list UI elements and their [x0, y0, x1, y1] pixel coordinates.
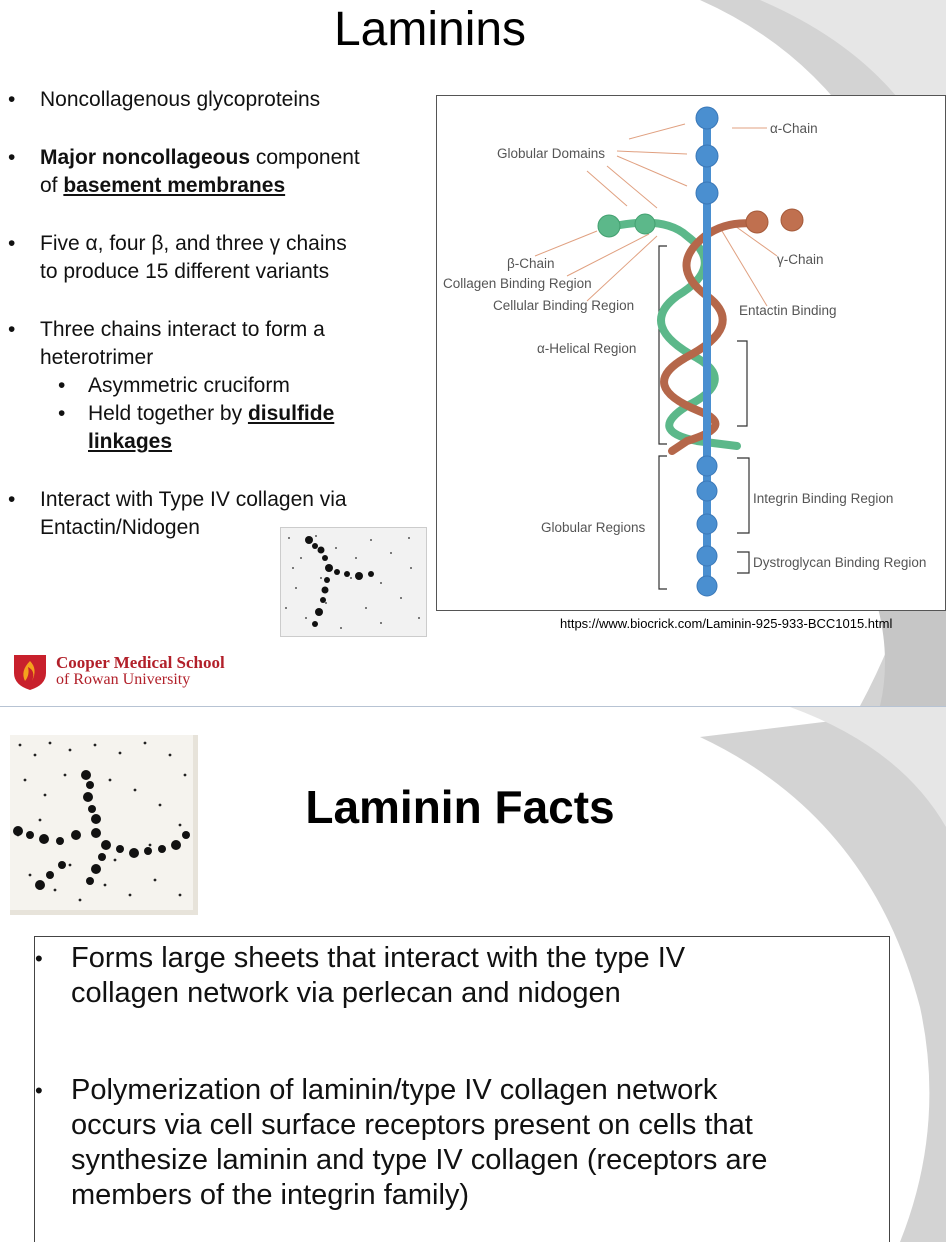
bullet-dot: •: [8, 88, 16, 111]
bullet-dot: •: [58, 402, 66, 425]
logo-line2: of Rowan University: [56, 671, 191, 688]
basement-membranes-term: basement membranes: [63, 174, 286, 197]
label-alpha-chain: α-Chain: [770, 121, 818, 136]
source-url: https://www.biocrick.com/Laminin-925-933-BCC1015.html: [560, 616, 893, 631]
school-logo: [12, 651, 252, 693]
fact-text: synthesize laminin and type IV collagen (receptors are: [71, 1144, 768, 1176]
bullet-text: Noncollagenous glycoproteins: [40, 88, 321, 111]
bullet-item: [8, 86, 428, 114]
bullet-text: component: [250, 146, 360, 169]
bullet-item: [8, 144, 428, 200]
slide-title: Laminin Facts: [305, 781, 615, 833]
bullet-text: Held together by: [88, 402, 248, 425]
flame-shield-icon: [12, 651, 48, 691]
label-globular-domains: Globular Domains: [497, 146, 606, 161]
fact-item: [35, 941, 865, 1011]
linkages-term: linkages: [88, 430, 173, 453]
bullet-dot: •: [8, 146, 16, 169]
label-cellular-binding: Cellular Binding Region: [493, 298, 635, 313]
label-beta-chain: β-Chain: [507, 256, 555, 271]
bullet-dot: •: [35, 1078, 43, 1103]
slide-title: Laminins: [333, 3, 527, 56]
bullet-text: Entactin/Nidogen: [40, 516, 200, 539]
fact-text: collagen network via perlecan and nidogen: [71, 977, 621, 1009]
bullet-dot: •: [58, 374, 66, 397]
laminin-micrograph-small: [280, 527, 427, 637]
label-entactin-binding: Entactin Binding: [739, 303, 837, 318]
bullet-text: of: [40, 174, 64, 197]
bullet-dot: •: [35, 946, 43, 971]
bullet-text: to produce 15 different variants: [40, 260, 330, 283]
fact-text: Polymerization of laminin/type IV collagen network: [71, 1074, 718, 1106]
fact-text: members of the integrin family): [71, 1179, 470, 1211]
bullet-text: Interact with Type IV collagen via: [40, 488, 347, 511]
disulfide-term: disulfide: [247, 402, 335, 425]
laminin-micrograph-large: [10, 735, 198, 915]
bullet-text: Five α, four β, and three γ chains: [40, 232, 347, 255]
bullet-dot: •: [8, 318, 16, 341]
facts-text-box: [34, 936, 890, 1242]
bullet-item: [8, 316, 428, 372]
label-collagen-binding: Collagen Binding Region: [443, 276, 592, 291]
bold-text: Major noncollageous: [40, 146, 251, 169]
label-alpha-helical: α-Helical Region: [537, 341, 637, 356]
bullet-item: [8, 230, 428, 286]
slide-laminin-facts: [0, 707, 946, 1242]
bullet-dot: •: [8, 232, 16, 255]
bullet-text: Asymmetric cruciform: [88, 374, 290, 397]
logo-line1: Cooper Medical School: [56, 653, 225, 672]
bullet-text: Three chains interact to form a: [40, 318, 325, 341]
sub-bullet-item: [8, 400, 428, 456]
label-integrin-binding: Integrin Binding Region: [753, 491, 894, 506]
label-globular-regions: Globular Regions: [541, 520, 646, 535]
fact-text: occurs via cell surface receptors present on cells that: [71, 1109, 753, 1141]
fact-text: Forms large sheets that interact with the type IV: [71, 942, 686, 974]
bullet-text: heterotrimer: [40, 346, 154, 369]
fact-item: [35, 1073, 865, 1213]
sub-bullet-item: [8, 372, 428, 400]
label-gamma-chain: γ-Chain: [777, 252, 824, 267]
laminin-structure-diagram: [436, 95, 946, 611]
bullet-list: [8, 86, 428, 542]
label-dystroglycan-binding: Dystroglycan Binding Region: [753, 555, 927, 570]
bullet-dot: •: [8, 488, 16, 511]
